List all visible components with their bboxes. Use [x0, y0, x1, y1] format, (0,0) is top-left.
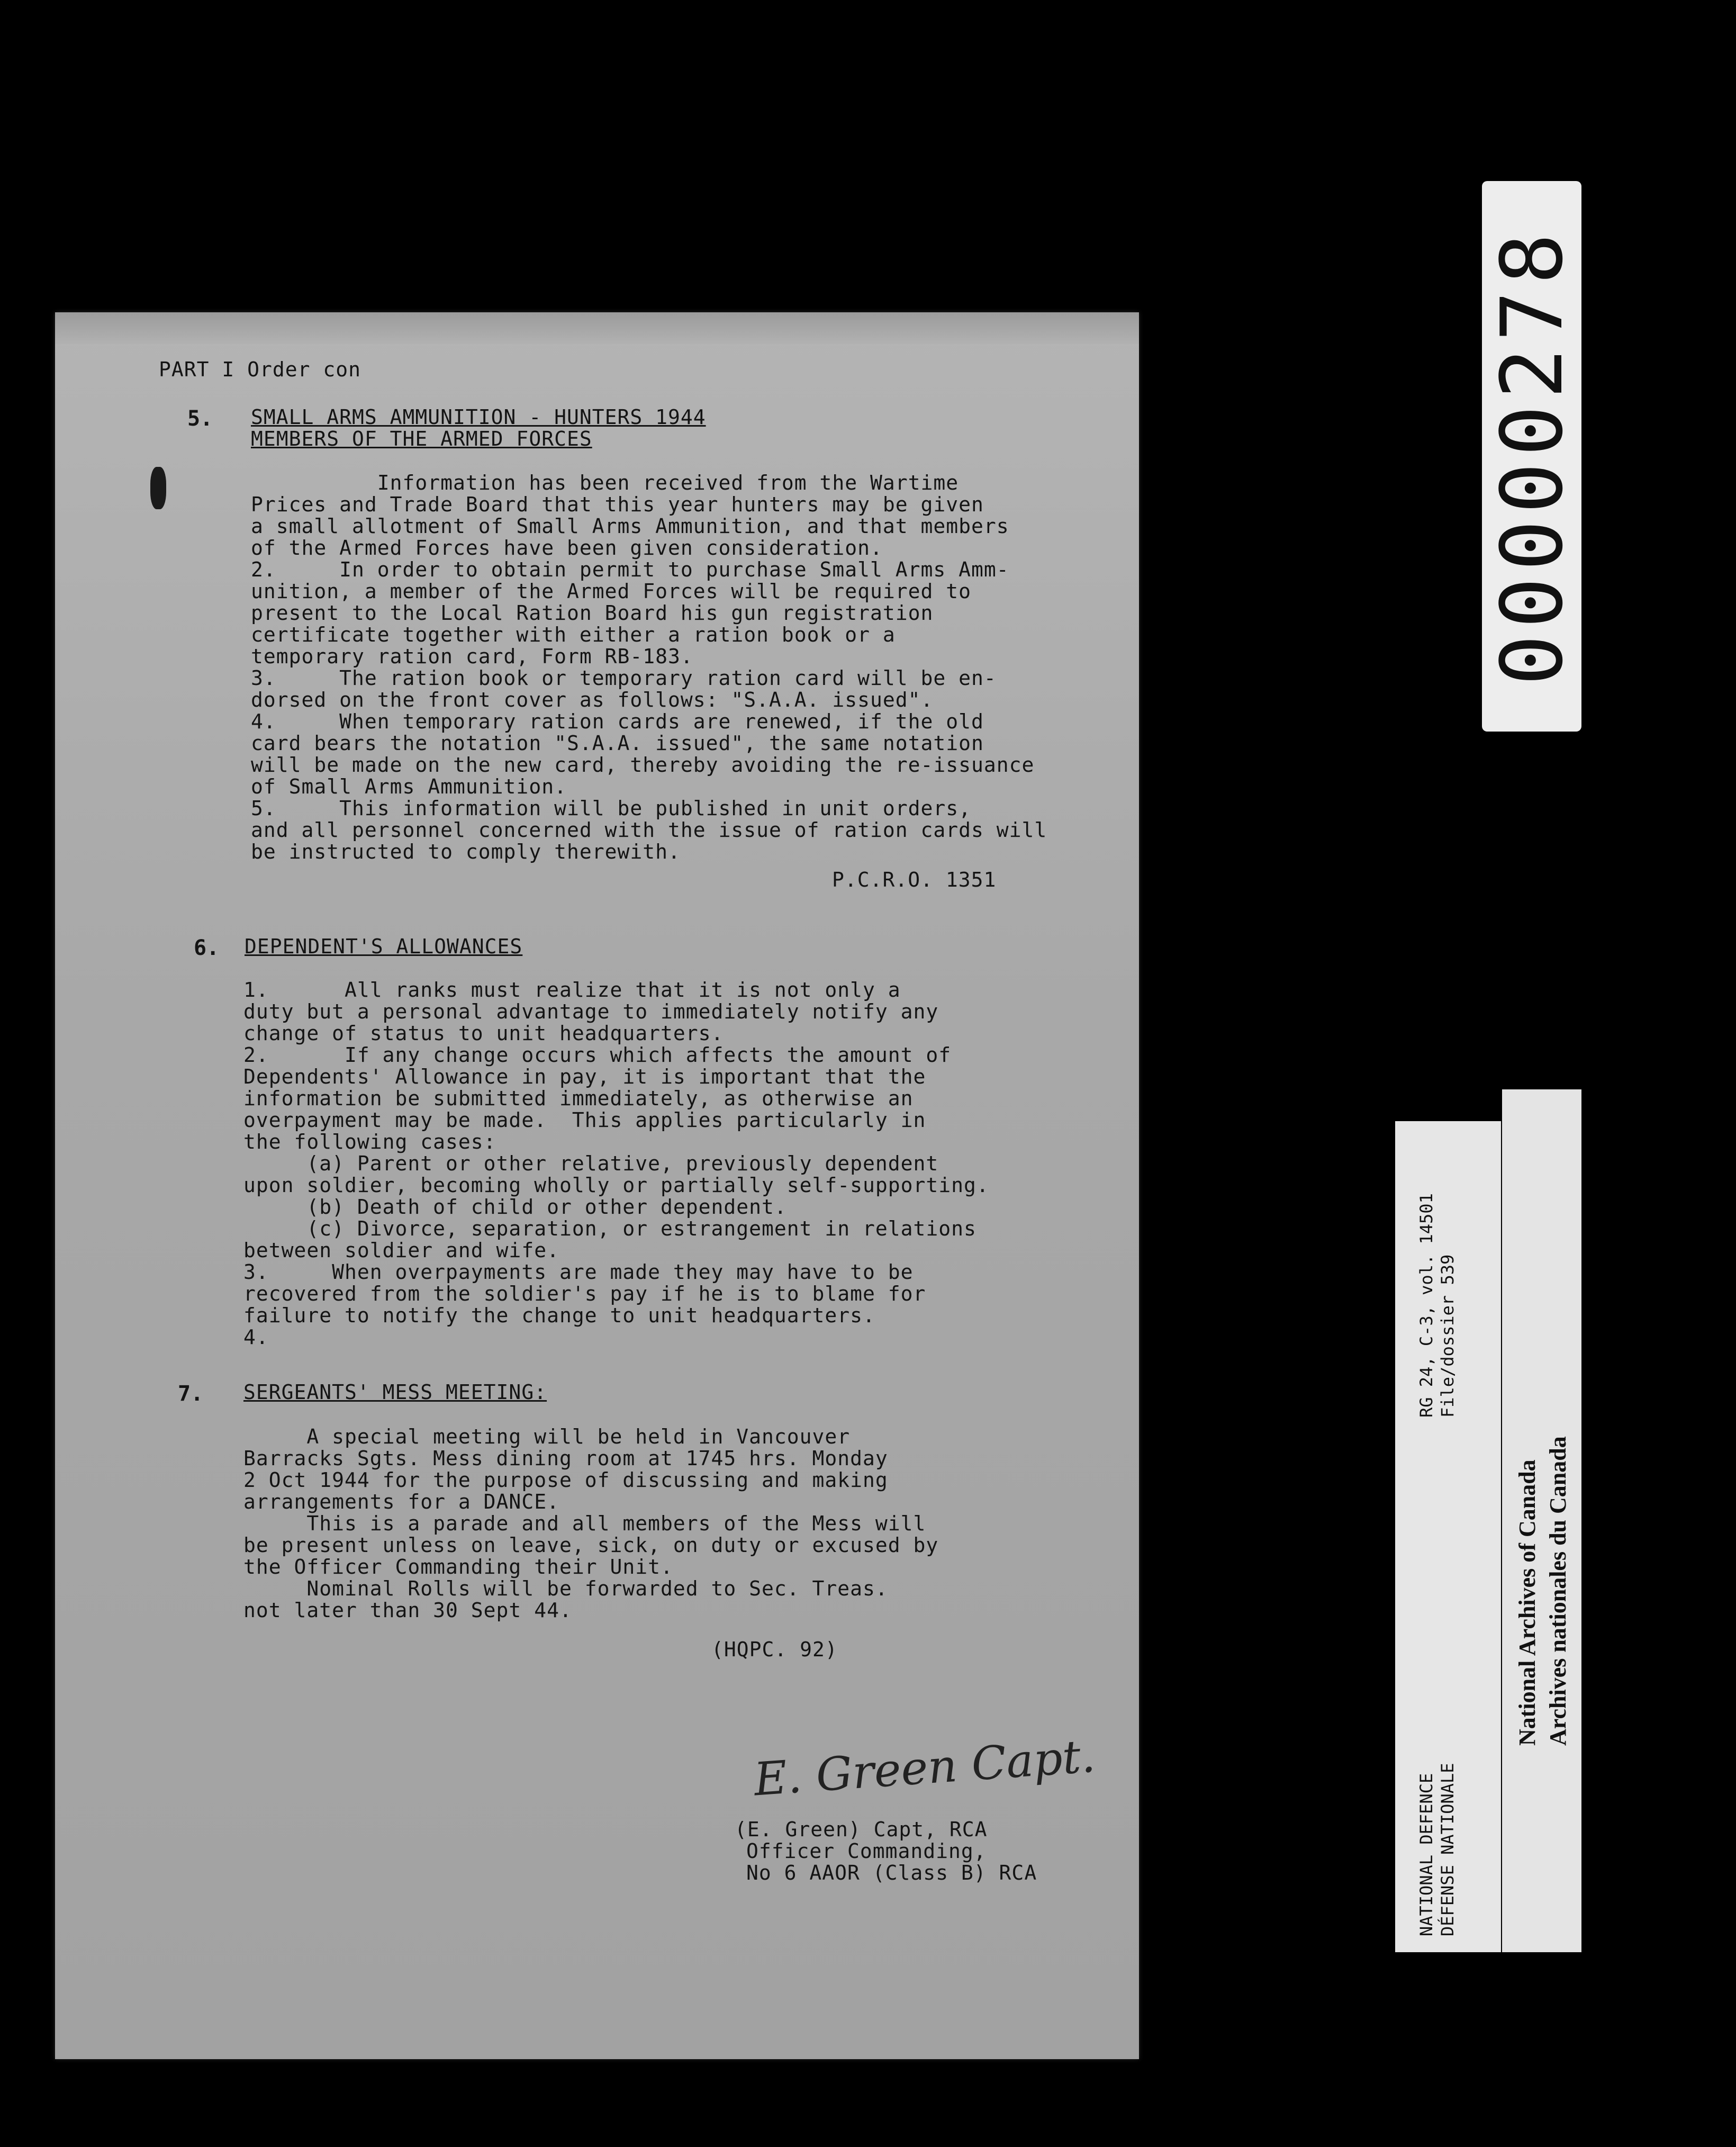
text-line: Prices and Trade Board that this year hunters may be given — [251, 493, 984, 516]
archives-name-en: National Archives of Canada — [1514, 1459, 1540, 1746]
section-title: DEPENDENT'S ALLOWANCES — [245, 935, 523, 958]
text-line: a small allotment of Small Arms Ammunition, and that members — [251, 515, 1009, 538]
text-line: 2. In order to obtain permit to purchase Small Arms Amm- — [251, 558, 1009, 581]
frame-number: 00000278 — [1482, 227, 1581, 686]
text-line: 1. All ranks must realize that it is not only a — [243, 978, 901, 1002]
text-line: the Officer Commanding their Unit. — [243, 1555, 673, 1578]
ink-mark — [150, 467, 166, 509]
text-line: unition, a member of the Armed Forces will be required to — [251, 580, 972, 603]
text-line: not later than 30 Sept 44. — [243, 1599, 572, 1622]
text-line: temporary ration card, Form RB-183. — [251, 645, 693, 668]
text-line: be present unless on leave, sick, on duty or excused by — [243, 1533, 939, 1557]
text-line: the following cases: — [243, 1130, 496, 1153]
text-line: Dependents' Allowance in pay, it is important that the — [243, 1065, 926, 1088]
text-line: duty but a personal advantage to immediately notify any — [243, 1000, 939, 1023]
department-en: NATIONAL DEFENCE — [1416, 1773, 1436, 1936]
text-line: upon soldier, becoming wholly or partially self-supporting. — [243, 1174, 989, 1197]
section-title: SERGEANTS' MESS MEETING: — [243, 1381, 547, 1404]
section-title: MEMBERS OF THE ARMED FORCES — [251, 427, 592, 450]
text-line: failure to notify the change to unit headquarters. — [243, 1304, 875, 1327]
archives-name-fr: Archives nationales du Canada — [1545, 1436, 1571, 1746]
text-line: information be submitted immediately, as otherwise an — [243, 1087, 914, 1110]
reference-code: P.C.R.O. 1351 — [832, 868, 997, 891]
text-line: recovered from the soldier's pay if he is to blame for — [243, 1282, 926, 1305]
section-number: 6. — [194, 936, 220, 960]
archive-file: File/dossier 539 — [1437, 1254, 1458, 1418]
document-page — [55, 312, 1139, 2059]
text-line: present to the Local Ration Board his gun registration — [251, 601, 934, 625]
text-line: of Small Arms Ammunition. — [251, 775, 567, 798]
signature-line: Officer Commanding, — [746, 1839, 987, 1863]
text-line: 4. When temporary ration cards are renewed, if the old — [251, 710, 984, 733]
text-line: Nominal Rolls will be forwarded to Sec. Treas. — [243, 1577, 888, 1600]
text-line: 3. When overpayments are made they may have to be — [243, 1260, 914, 1284]
text-line: of the Armed Forces have been given consideration. — [251, 536, 883, 560]
reference-code: (HQPC. 92) — [711, 1638, 838, 1661]
section-number: 5. — [187, 407, 213, 431]
text-line: arrangements for a DANCE. — [243, 1490, 559, 1513]
frame-number-tab — [1482, 181, 1581, 732]
page-header: PART I Order con — [159, 358, 361, 381]
text-line: 3. The ration book or temporary ration card will be en- — [251, 666, 997, 690]
text-line: between soldier and wife. — [243, 1239, 559, 1262]
handwritten-signature: E. Green Capt. — [752, 1729, 1097, 1807]
text-line: This is a parade and all members of the Mess will — [243, 1512, 926, 1535]
text-line: A special meeting will be held in Vancouver — [243, 1425, 851, 1448]
text-line: card bears the notation "S.A.A. issued", the same notation — [251, 732, 984, 755]
signature-line: (E. Green) Capt, RCA — [735, 1818, 988, 1841]
text-line: 4. — [243, 1325, 269, 1349]
text-line: 2 Oct 1944 for the purpose of discussing and making — [243, 1468, 888, 1492]
archive-reference: RG 24, C-3, vol. 14501 — [1416, 1193, 1436, 1418]
archive-reference-card — [1395, 1121, 1501, 1952]
text-line: will be made on the new card, thereby avoiding the re-issuance — [251, 753, 1035, 777]
text-line: Barracks Sgts. Mess dining room at 1745 hrs. Monday — [243, 1447, 888, 1470]
text-line: and all personnel concerned with the issue of ration cards will — [251, 818, 1047, 842]
text-line: 5. This information will be published in unit orders, — [251, 797, 972, 820]
page-crease — [55, 312, 1139, 344]
department-fr: DÉFENSE NATIONALE — [1437, 1763, 1458, 1936]
text-line: (c) Divorce, separation, or estrangement in relations — [243, 1217, 976, 1240]
text-line: be instructed to comply therewith. — [251, 840, 681, 863]
archives-card — [1502, 1089, 1581, 1952]
signature-line: No 6 AAOR (Class B) RCA — [746, 1861, 1037, 1884]
text-line: change of status to unit headquarters. — [243, 1022, 724, 1045]
text-line: certificate together with either a ration book or a — [251, 623, 896, 646]
text-line: overpayment may be made. This applies particularly in — [243, 1108, 926, 1132]
text-line: 2. If any change occurs which affects the amount of — [243, 1043, 952, 1067]
text-line: Information has been received from the Wartime — [251, 471, 959, 494]
text-line: (a) Parent or other relative, previously dependent — [243, 1152, 939, 1175]
section-number: 7. — [178, 1382, 204, 1406]
section-title: SMALL ARMS AMMUNITION - HUNTERS 1944 — [251, 405, 706, 429]
text-line: dorsed on the front cover as follows: "S.A.A. issued". — [251, 688, 934, 711]
text-line: (b) Death of child or other dependent. — [243, 1195, 787, 1219]
